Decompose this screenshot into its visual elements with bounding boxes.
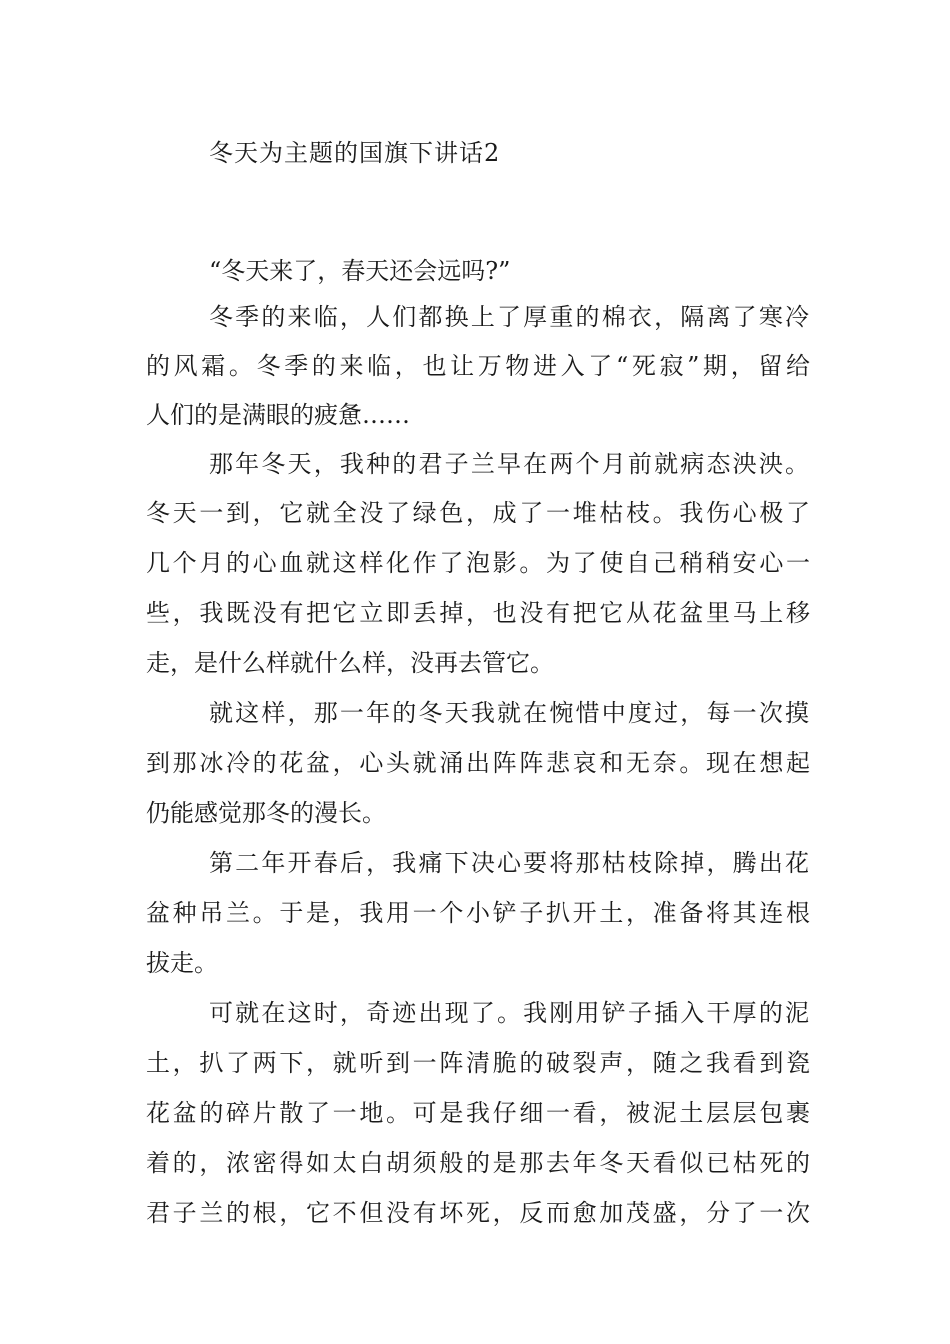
text-line: 拔走。 (146, 949, 218, 977)
text-line: 仍能感觉那冬的漫长。 (146, 799, 386, 827)
text-line: 第二年开春后，我痛下决心要将那枯枝除掉，腾出花 (209, 849, 809, 877)
text-line: 几个月的心血就这样化作了泡影。为了使自己稍稍安心一 (146, 549, 810, 577)
text-line: 就这样，那一年的冬天我就在惋惜中度过，每一次摸 (209, 699, 809, 727)
text-line: 土，扒了两下，就听到一阵清脆的破裂声，随之我看到瓷 (146, 1049, 810, 1077)
text-line: 冬天一到，它就全没了绿色，成了一堆枯枝。我伤心极了 (146, 499, 810, 527)
text-line: 花盆的碎片散了一地。可是我仔细一看，被泥土层层包裹 (146, 1099, 810, 1127)
text-line: 走，是什么样就什么样，没再去管它。 (146, 649, 554, 677)
text-line: 盆种吊兰。于是，我用一个小铲子扒开土，准备将其连根 (146, 899, 810, 927)
text-line: 君子兰的根，它不但没有坏死，反而愈加茂盛，分了一次 (146, 1199, 810, 1227)
page-title: 冬天为主题的国旗下讲话2 (209, 139, 501, 167)
text-line: “冬天来了，春天还会远吗?” (209, 257, 511, 285)
text-line: 些，我既没有把它立即丢掉，也没有把它从花盆里马上移 (146, 599, 810, 627)
text-line: 冬季的来临，人们都换上了厚重的棉衣，隔离了寒冷 (209, 303, 809, 331)
text-line: 着的，浓密得如太白胡须般的是那去年冬天看似已枯死的 (146, 1149, 810, 1177)
text-line: 的风霜。冬季的来临，也让万物进入了“死寂”期，留给 (146, 352, 810, 380)
text-line: 到那冰冷的花盆，心头就涌出阵阵悲哀和无奈。现在想起 (146, 749, 810, 777)
text-line: 那年冬天，我种的君子兰早在两个月前就病态泱泱。 (209, 450, 809, 478)
text-line: 可就在这时，奇迹出现了。我刚用铲子插入干厚的泥 (209, 999, 809, 1027)
text-line: 人们的是满眼的疲惫…… (146, 401, 410, 429)
